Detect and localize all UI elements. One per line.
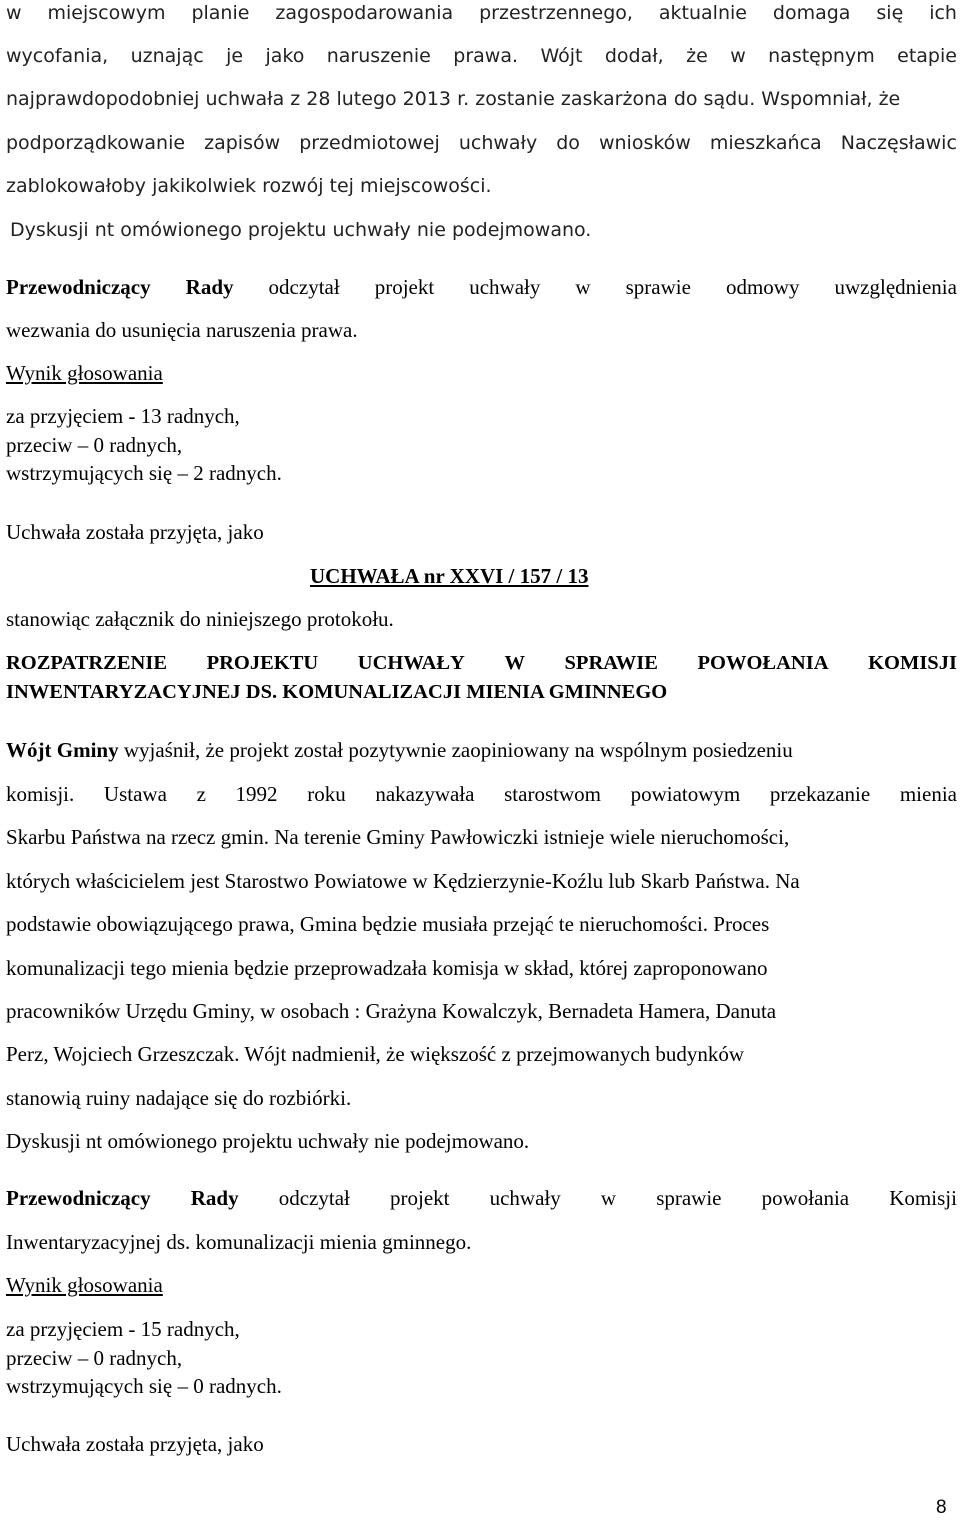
p1-line-1: w miejscowym planie zagospodarowania przestrzennego, aktualnie domaga się ich bbox=[6, 2, 957, 24]
p3-line-9: stanowią ruiny nadające się do rozbiórki. bbox=[6, 1086, 352, 1110]
vote-for-2: za przyjęciem - 15 radnych, bbox=[6, 1317, 240, 1341]
p3-line-1: Wójt Gminy wyjaśnił, że projekt został pozytywnie zaopiniowany na wspólnym posiedzeniu bbox=[6, 738, 793, 762]
p3-line-3: Skarbu Państwa na rzecz gmin. Na terenie Gminy Pawłowiczki istnieje wiele nieruchomości, bbox=[6, 825, 790, 849]
p1-line-2: wycofania, uznając je jako naruszenie prawa. Wójt dodał, że w następnym etapie bbox=[6, 45, 957, 67]
vote-abstain-2: wstrzymujących się – 0 radnych. bbox=[6, 1374, 282, 1398]
p3-line-10: Dyskusji nt omówionego projektu uchwały nie podejmowano. bbox=[6, 1129, 530, 1153]
section-heading-line-1: ROZPATRZENIE PROJEKTU UCHWAŁY W SPRAWIE POWOŁANIA KOMISJI bbox=[6, 652, 957, 674]
vote-against-2: przeciw – 0 radnych, bbox=[6, 1346, 183, 1370]
p3-line-5: podstawie obowiązującego prawa, Gmina będzie musiała przejąć te nieruchomości. Proces bbox=[6, 912, 770, 936]
p1-line-5: zablokowałoby jakikolwiek rozwój tej miejscowości. bbox=[6, 175, 492, 197]
vote-title-2: Wynik głosowania bbox=[6, 1273, 163, 1297]
section-heading-line-2: INWENTARYZACYJNEJ DS. KOMUNALIZACJI MIENIA GMINNEGO bbox=[6, 681, 668, 703]
annex-note: stanowiąc załącznik do niniejszego protokołu. bbox=[6, 607, 394, 631]
p2-line-1: Przewodniczący Rady odczytał projekt uchwały w sprawie odmowy uwzględnienia bbox=[6, 275, 957, 299]
page-number: 8 bbox=[936, 1497, 947, 1518]
vote-for-1: za przyjęciem - 13 radnych, bbox=[6, 404, 240, 428]
p4-line-2: Inwentaryzacyjnej ds. komunalizacji mienia gminnego. bbox=[6, 1230, 472, 1254]
p1-line-3: najprawdopodobniej uchwała z 28 lutego 2013 r. zostanie zaskarżona do sądu. Wspomniał, że bbox=[6, 88, 901, 110]
adopted-2: Uchwała została przyjęta, jako bbox=[6, 1432, 264, 1456]
resolution-number: UCHWAŁA nr XXVI / 157 / 13 bbox=[310, 564, 589, 588]
p1-line-4: podporządkowanie zapisów przedmiotowej uchwały do wniosków mieszkańca Naczęsławic bbox=[6, 132, 957, 154]
p4-line-1: Przewodniczący Rady odczytał projekt uchwały w sprawie powołania Komisji bbox=[6, 1186, 957, 1210]
p1-line-6: Dyskusji nt omówionego projektu uchwały nie podejmowano. bbox=[10, 219, 592, 241]
p3-line-8: Perz, Wojciech Grzeszczak. Wójt nadmienił, że większość z przejmowanych budynków bbox=[6, 1042, 745, 1066]
p3-line-6: komunalizacji tego mienia będzie przeprowadzała komisja w skład, której zaproponowano bbox=[6, 956, 768, 980]
vote-against-1: przeciw – 0 radnych, bbox=[6, 433, 183, 457]
p3-line-2: komisji. Ustawa z 1992 roku nakazywała starostwom powiatowym przekazanie mienia bbox=[6, 782, 957, 806]
p2-line-2: wezwania do usunięcia naruszenia prawa. bbox=[6, 318, 358, 342]
p3-line-4: których właścicielem jest Starostwo Powiatowe w Kędzierzynie-Koźlu lub Skarb Państwa. Na bbox=[6, 869, 800, 893]
vote-abstain-1: wstrzymujących się – 2 radnych. bbox=[6, 461, 282, 485]
vote-title-1: Wynik głosowania bbox=[6, 361, 163, 385]
p3-line-7: pracowników Urzędu Gminy, w osobach : Grażyna Kowalczyk, Bernadeta Hamera, Danuta bbox=[6, 999, 777, 1023]
adopted-1: Uchwała została przyjęta, jako bbox=[6, 520, 264, 544]
